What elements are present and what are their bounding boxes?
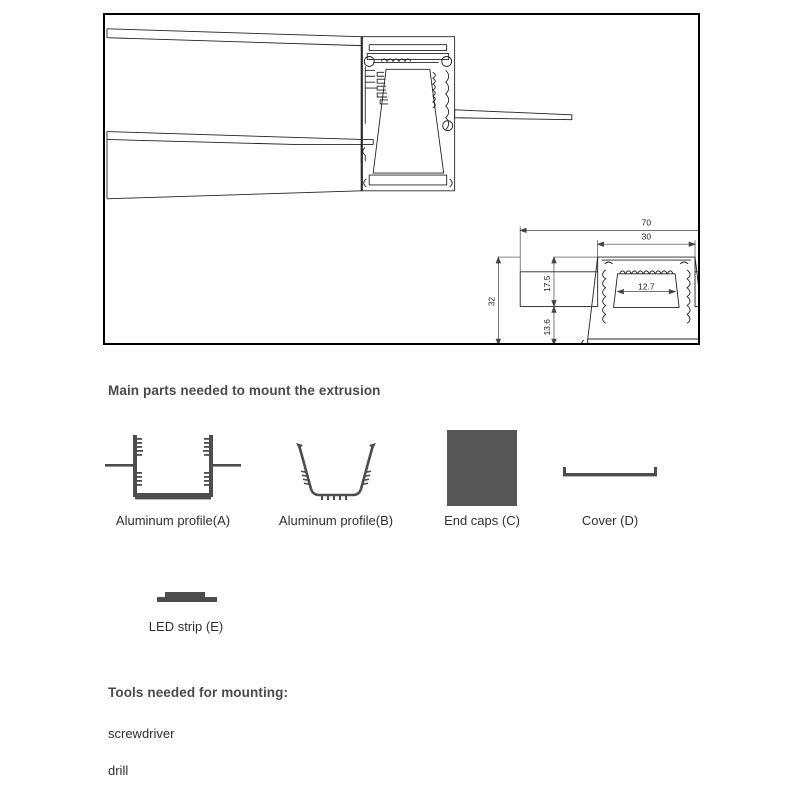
dimension-32: [496, 257, 584, 343]
parts-gallery-row-2: [103, 575, 403, 645]
dimension-label-12-7: 12.7: [638, 281, 655, 292]
cover-icon: [555, 425, 665, 510]
dimension-17-5: [552, 257, 598, 306]
dimension-label-13-6: 13.6: [541, 319, 553, 336]
tool-list-item: drill: [108, 763, 129, 778]
isometric-extrusion-drawing: [107, 29, 361, 199]
part-item-cover: [555, 425, 665, 540]
parts-gallery-row-1: [103, 425, 703, 540]
dimension-label-32: 32: [486, 296, 497, 307]
technical-drawing-svg: [105, 15, 698, 343]
part-item-aluminum-profile-b: [271, 425, 401, 540]
part-label: LED strip (E): [148, 619, 224, 634]
part-item-aluminum-profile-a: [103, 425, 243, 540]
dimension-70: [520, 226, 698, 271]
dimension-13-6: [552, 306, 556, 343]
end-cap-icon: [421, 425, 543, 510]
part-label: Aluminum profile(B): [278, 513, 394, 528]
dimension-label-70: 70: [641, 217, 652, 228]
part-item-led-strip: [121, 575, 251, 645]
aluminum-profile-b-icon: [271, 425, 401, 510]
tools-section-heading: Tools needed for mounting:: [108, 685, 289, 700]
parts-section-heading: Main parts needed to mount the extrusion: [108, 383, 381, 398]
aluminum-profile-a-icon: [103, 425, 243, 510]
dimension-label-30: 30: [641, 231, 652, 242]
cross-section-dimension-drawing: [486, 217, 698, 343]
part-label: Aluminum profile(A): [115, 513, 231, 528]
dimension-30: [598, 240, 695, 257]
dimension-label-17-5: 17.5: [541, 275, 553, 292]
tool-list-item: screwdriver: [108, 726, 175, 741]
extrusion-head-section: [362, 45, 572, 187]
part-label: End caps (C): [444, 513, 520, 528]
part-label: Cover (D): [581, 513, 639, 528]
technical-drawing-frame: [103, 13, 700, 345]
led-strip-icon: [121, 575, 251, 615]
part-item-end-caps: [421, 425, 543, 540]
